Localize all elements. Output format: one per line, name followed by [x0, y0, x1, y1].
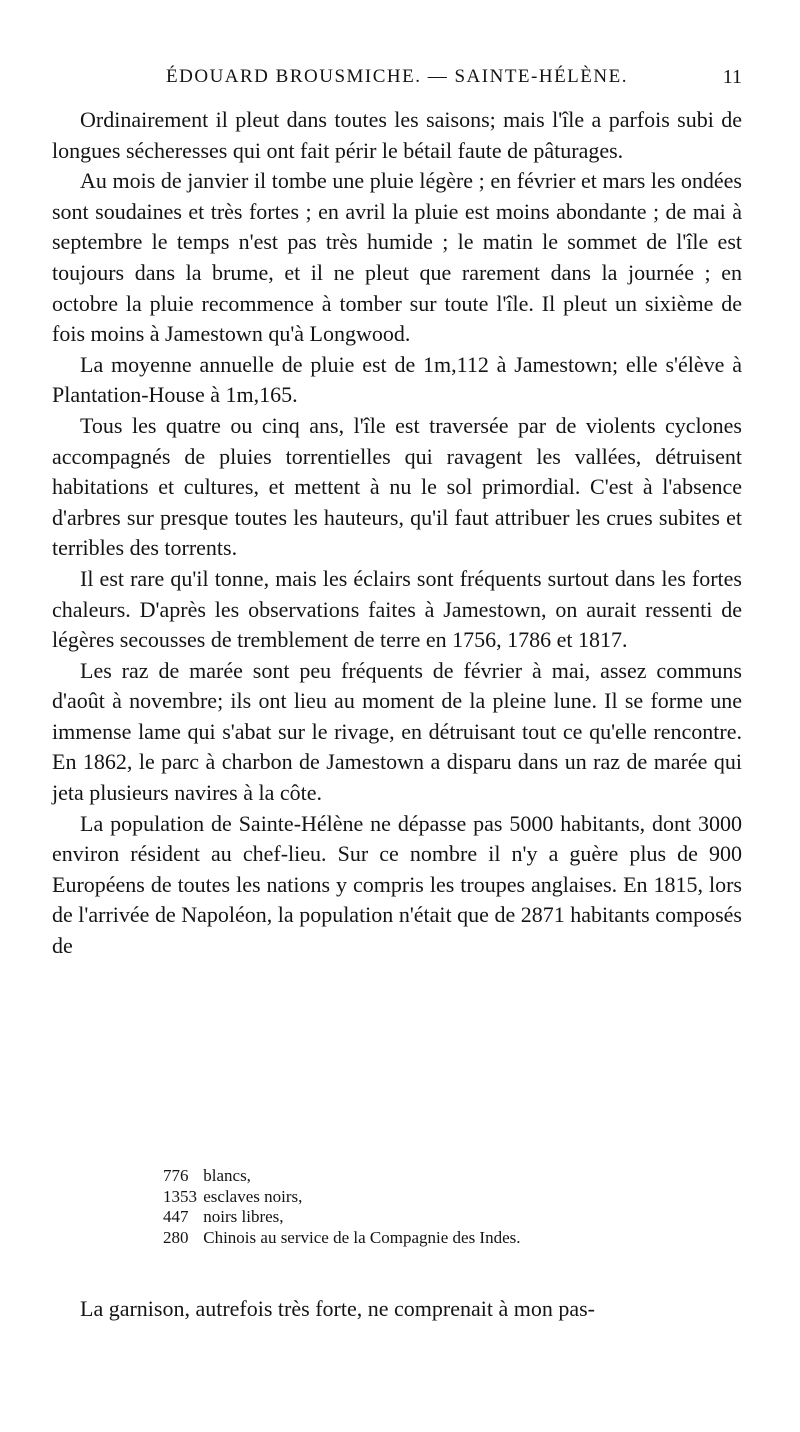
paragraph: Il est rare qu'il tonne, mais les éclairs sont fréquents surtout dans les fortes chaleurs. D'après les observations faites à Jamestown, on aurait ressenti de légères secousses de tremblement de terre en 1756, 1786 et 1817. [52, 565, 742, 653]
list-item-count: 280 [163, 1227, 189, 1247]
population-list [163, 1166, 521, 1248]
paragraph: Les raz de marée sont peu fréquents de février à mai, assez communs d'août à novembre; ils ont lieu au moment de la pleine lune. Il se forme une immense lame qui s'abat sur le rivage, en détruisant tout ce qu'elle rencontre. En 1862, le parc à charbon de Jamestown a disparu dans un raz de marée qui jeta plusieurs navires à la côte. [52, 657, 742, 806]
list-item [163, 1207, 521, 1228]
paragraph: La moyenne annuelle de pluie est de 1m,112 à Jamestown; elle s'élève à Plantation-House à 1m,165. [52, 351, 742, 408]
list-item [163, 1228, 521, 1249]
paragraph: La population de Sainte-Hélène ne dépasse pas 5000 habitants, dont 3000 environ résident au chef-lieu. Sur ce nombre il n'y a guère plus de 900 Européens de toutes les nations y compris les troupes anglaises. En 1815, lors de l'arrivée de Napoléon, la population n'était que de 2871 habitants composés de [52, 810, 742, 959]
list-item-count: 776 [163, 1166, 189, 1185]
list-item-count: 1353 [163, 1186, 197, 1206]
list-item-count: 447 [163, 1207, 189, 1226]
paragraph: Ordinairement il pleut dans toutes les saisons; mais l'île a parfois subi de longues sécheresses qui ont fait périr le bétail faute de pâturages. [52, 107, 742, 163]
paragraph: Tous les quatre ou cinq ans, l'île est traversée par de violents cyclones accompagnés de pluies torrentielles qui ravagent les vallées, détruisent habitations et cultures, et mettent à nu le sol primordial. C'est à l'absence d'arbres sur presque toutes les hauteurs, qu'il faut attribuer les crues subites et terribles des torrents. [52, 412, 742, 561]
list-item [163, 1166, 521, 1187]
list-item-label: esclaves noirs, [203, 1186, 303, 1206]
running-title: ÉDOUARD BROUSMICHE. — SAINTE-HÉLÈNE. [166, 66, 628, 87]
list-item-label: Chinois au service de la Compagnie des Indes. [203, 1227, 521, 1247]
list-item-label: blancs, [203, 1166, 251, 1185]
body-text [52, 105, 742, 962]
closing-line: La garnison, autrefois très forte, ne comprenait à mon pas- [80, 1296, 595, 1321]
list-item [163, 1187, 521, 1208]
page-header [52, 64, 742, 90]
list-item-label: noirs libres, [203, 1207, 284, 1226]
paragraph: Au mois de janvier il tombe une pluie légère ; en février et mars les ondées sont soudaines et très fortes ; en avril la pluie est moins abondante ; de mai à septembre le temps n'est pas très humide ; le matin le sommet de l'île est toujours dans la brume, et il ne pleut que rarement dans la journée ; en octobre la pluie recommence à tomber sur toute l'île. Il pleut un sixième de fois moins à Jamestown qu'à Longwood. [52, 168, 742, 347]
page-number: 11 [722, 66, 742, 88]
